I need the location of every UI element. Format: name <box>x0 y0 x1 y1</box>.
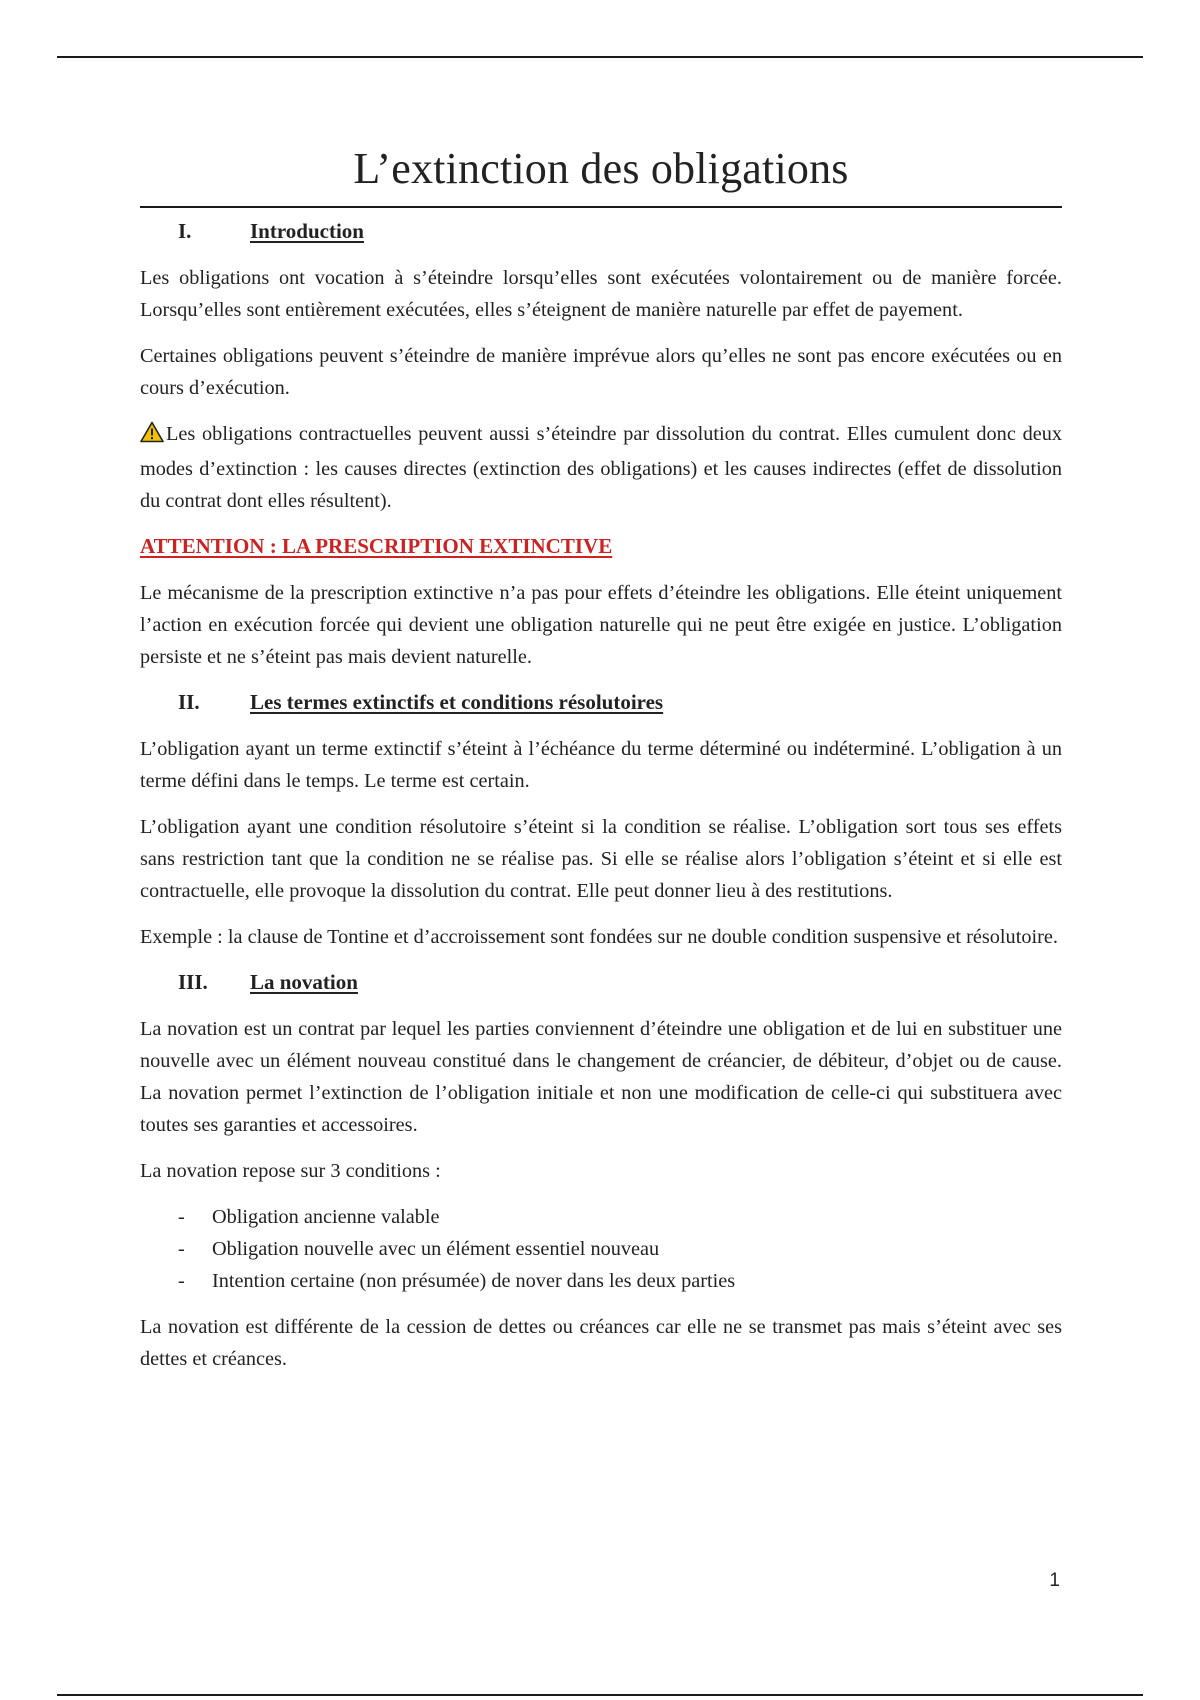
section-heading-termes-extinctifs <box>140 687 1062 717</box>
page-number: 1 <box>1049 1570 1060 1591</box>
warning-text: Les obligations contractuelles peuvent aussi s’éteindre par dissolution du contrat. Elles cumulent donc deux modes d’extinction : les causes directes (extinction des obligations) et les causes indirectes (effet de dissolution du contrat dont elles résultent). <box>140 423 1062 512</box>
document-title: L’extinction des obligations <box>353 144 849 193</box>
list-item <box>140 1233 1062 1265</box>
list-item <box>140 1201 1062 1233</box>
list-dash: - <box>178 1270 185 1292</box>
section-title: La novation <box>250 970 358 994</box>
list-dash: - <box>178 1206 185 1228</box>
warning-paragraph <box>140 418 1062 517</box>
bottom-rule <box>57 1694 1143 1696</box>
section-heading-novation <box>140 967 1062 997</box>
title-underline <box>140 206 1062 208</box>
paragraph: Certaines obligations peuvent s’éteindre de manière imprévue alors qu’elles ne sont pas encore exécutées ou en cours d’exécution. <box>140 345 1062 399</box>
section-number: I. <box>178 219 192 243</box>
document-page <box>140 132 1062 1389</box>
list-dash: - <box>178 1238 185 1260</box>
section-title: Introduction <box>250 219 364 243</box>
section-heading-introduction <box>140 216 1062 246</box>
warning-triangle-icon <box>140 421 164 453</box>
list-item-text: Obligation nouvelle avec un élément essentiel nouveau <box>212 1238 660 1260</box>
list-item-text: Obligation ancienne valable <box>212 1206 440 1228</box>
list-item-text: Intention certaine (non présumée) de nover dans les deux parties <box>212 1270 736 1292</box>
paragraph: La novation repose sur 3 conditions : <box>140 1160 441 1182</box>
paragraph: Les obligations ont vocation à s’éteindre lorsqu’elles sont exécutées volontairement ou de manière forcée. Lorsqu’elles sont entièrement exécutées, elles s’éteignent de manière naturelle par effet de payement. <box>140 267 1062 321</box>
section-number: II. <box>178 690 200 714</box>
conditions-list <box>140 1201 1062 1297</box>
list-item <box>140 1265 1062 1297</box>
attention-heading: ATTENTION : LA PRESCRIPTION EXTINCTIVE <box>140 534 613 558</box>
top-rule <box>57 56 1143 58</box>
paragraph: L’obligation ayant un terme extinctif s’éteint à l’échéance du terme déterminé ou indéterminé. L’obligation à un terme défini dans le temps. Le terme est certain. <box>140 738 1062 792</box>
paragraph: La novation est différente de la cession de dettes ou créances car elle ne se transmet pas mais s’éteint avec ses dettes et créances. <box>140 1316 1062 1370</box>
paragraph: L’obligation ayant une condition résolutoire s’éteint si la condition se réalise. L’obligation sort tous ses effets sans restriction tant que la condition ne se réalise pas. Si elle se réalise alors l’obligation s’éteint et si elle est contractuelle, elle provoque la dissolution du contrat. Elle peut donner lieu à des restitutions. <box>140 816 1062 902</box>
section-title: Les termes extinctifs et conditions résolutoires <box>250 690 664 714</box>
paragraph: Le mécanisme de la prescription extinctive n’a pas pour effets d’éteindre les obligations. Elle éteint uniquement l’action en exécution forcée qui devient une obligation naturelle qui ne peut être exigée en justice. L’obligation persiste et ne s’éteint pas mais devient naturelle. <box>140 582 1062 668</box>
example-paragraph: Exemple : la clause de Tontine et d’accroissement sont fondées sur ne double condition suspensive et résolutoire. <box>140 926 1058 948</box>
paragraph: La novation est un contrat par lequel les parties conviennent d’éteindre une obligation et de lui en substituer une nouvelle avec un élément nouveau constitué dans le changement de créancier, de débiteur, d’objet ou de cause. La novation permet l’extinction de l’obligation initiale et non une modification de celle-ci qui substituera avec toutes ses garanties et accessoires. <box>140 1018 1062 1136</box>
section-number: III. <box>178 970 208 994</box>
